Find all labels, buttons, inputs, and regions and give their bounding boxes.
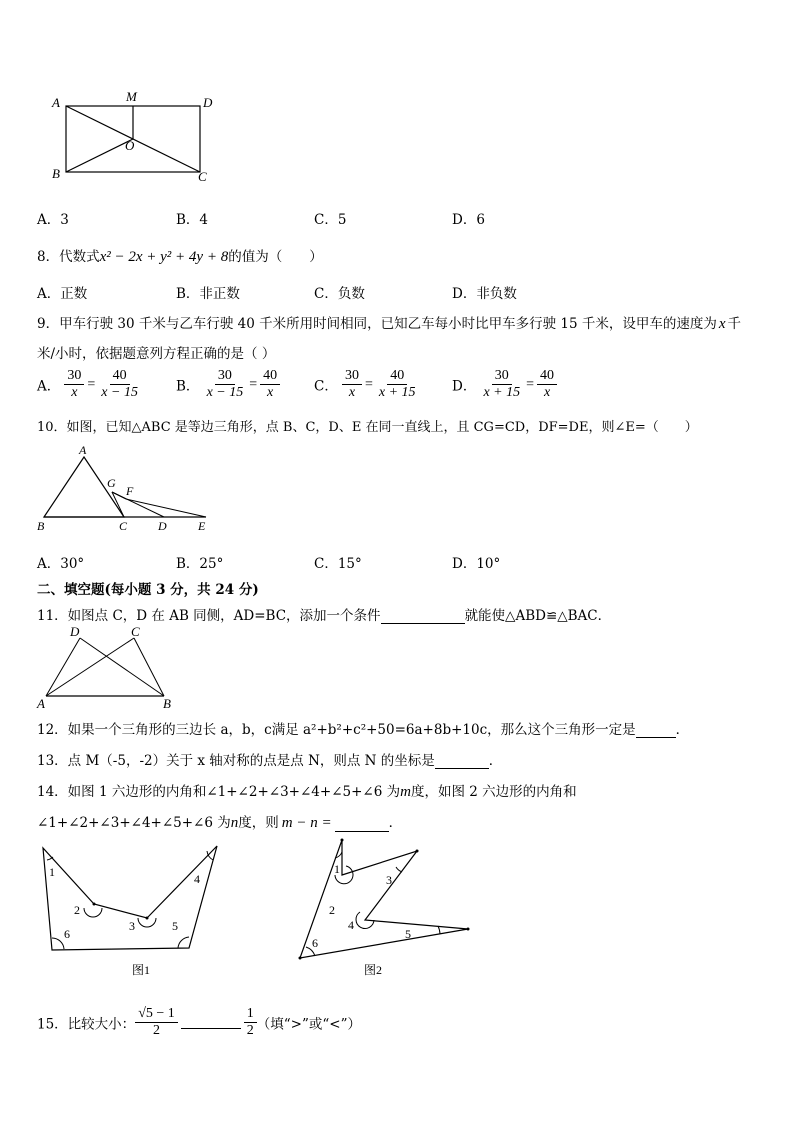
q9-line2: 米/小时，依据题意列方程正确的是（ ） [37,346,276,362]
label-M: M [126,89,137,104]
label-C: C [119,519,128,533]
label-C: C [131,624,140,639]
fraction: $\frac{40}{x - 15}$ [101,368,138,400]
q14-expression: m − n = [281,815,332,831]
q14-text-b: 度，如图 2 六边形的内角和 [410,784,577,800]
q13-question [37,749,502,769]
q11-pre: 11．如图点 C，D 在 AB 同侧，AD=BC，添加一个条件 [37,608,381,624]
q10-option-a: A．30° [37,556,85,572]
q9-c-label: C． [314,378,338,395]
q9-b-label: B． [176,378,200,395]
q8-expression: x² − 2x + y² + 4y + 8 [99,249,229,265]
q9-a-label: A． [37,378,61,395]
angle-2: 2 [74,903,80,917]
fraction: $\frac{√5 - 1}{2}$ [135,1006,178,1039]
q10-option-c: C．15° [314,556,362,572]
q11-post: 就能使△ABD≌△BAC． [464,608,612,624]
label-D: D [203,95,213,110]
q9-option-d: D． $\frac{30}{x + 15}$ = $\frac{40}{x}$ [452,368,557,401]
angle-4: 4 [348,918,354,932]
fraction: $\frac{30}{x - 15}$ [206,368,244,400]
q9-option-b: B． $\frac{30}{x - 15}$ = $\frac{40}{x}$ [176,368,280,401]
q14-line2 [37,811,402,832]
fraction: $\frac{30}{x}$ [342,368,362,401]
q14-end: ． [388,815,403,831]
q8-prefix: 8．代数式 [37,249,100,265]
q14-line1 [37,780,577,801]
q13-post: ． [488,753,503,769]
fraction: $\frac{40}{x}$ [260,368,280,401]
label-A: A [52,95,60,110]
section-heading: 二、填空题(每小题 3 分，共 24 分) [37,582,259,598]
fraction: $\frac{1}{2}$ [244,1006,257,1039]
angle-3: 3 [386,873,392,887]
q14-var-m: m [400,784,411,800]
q7-option-c: C．5 [314,212,347,228]
label-A: A [37,696,45,711]
q7-option-b: B．4 [176,212,209,228]
q11-figure [34,624,184,712]
label-E: E [198,519,206,533]
q14-answer-blank[interactable] [335,819,389,832]
angle-6: 6 [64,927,70,941]
q10-option-d: D．10° [452,556,501,572]
label-B: B [163,696,171,711]
q8-option-c: C．负数 [314,286,365,302]
q14-figure-1 [34,838,234,978]
angle-1: 1 [49,865,55,879]
angle-2: 2 [329,903,335,917]
q9-text-b: 千 [727,316,742,332]
q8-option-d: D．非负数 [452,286,517,302]
figure-1-caption: 图1 [132,963,151,977]
angle-5: 5 [405,927,411,941]
q10-option-b: B．25° [176,556,224,572]
q14-text-2b: 度，则 [238,815,279,831]
fraction: $\frac{40}{x + 15}$ [378,368,416,400]
angle-5: 5 [172,919,178,933]
angle-4: 4 [194,872,200,886]
q9-line1 [37,312,741,333]
q14-text-2: ∠1+∠2+∠3+∠4+∠5+∠6 为 [37,815,231,831]
q15-pre: 15．比较大小： [37,1016,136,1033]
angle-3: 3 [129,919,135,933]
fraction: $\frac{40}{x}$ [537,368,557,401]
label-O: O [125,138,135,153]
label-B: B [52,166,60,181]
q11-question [37,604,611,624]
q12-answer-blank[interactable] [636,725,676,738]
label-A: A [79,443,87,457]
q13-pre: 13．点 M（-5，-2）关于 x 轴对称的点是点 N，则点 N 的坐标是 [37,753,435,769]
q8-option-a: A．正数 [37,286,88,302]
q10-question: 10．如图，已知△ABC 是等边三角形，点 B、C，D、E 在同一直线上，且 CG=CD，DF=DE，则∠E=（ ） [37,420,698,435]
label-F: F [126,484,134,498]
q12-post: ． [675,722,690,738]
figure-2-caption: 图2 [364,963,383,977]
q8-question [37,245,323,266]
label-C: C [198,169,207,184]
q8-suffix: 的值为（ ） [228,249,323,265]
q13-answer-blank[interactable] [435,756,489,769]
q15-question [37,1006,361,1039]
q11-answer-blank[interactable] [381,611,465,624]
label-G: G [107,476,116,490]
q12-question [37,718,689,738]
q9-var: x [718,316,726,332]
q9-option-a: A． $\frac{30}{x}$ = $\frac{40}{x - 15}$ [37,368,141,401]
fraction: $\frac{30}{x + 15}$ [483,368,521,400]
q10-triangle-figure [34,442,224,537]
label-D: D [70,624,80,639]
q14-figure-2 [290,832,490,982]
q15-answer-blank[interactable] [181,1016,241,1029]
q12-pre: 12．如果一个三角形的三边长 a，b，c满足 a²+b²+c²+50=6a+8b+10c，那么这个三角形一定是 [37,722,636,738]
q9-d-label: D． [452,378,477,395]
angle-6: 6 [312,936,318,950]
q8-option-b: B．非正数 [176,286,240,302]
q9-text: 9．甲车行驶 30 千米与乙车行驶 40 千米所用时间相同，已知乙车每小时比甲车多行驶 15 千米，设甲车的速度为 [37,316,717,332]
label-B: B [37,519,45,533]
q7-option-a: A．3 [37,212,69,228]
q14-var-n: n [230,815,239,831]
q7-option-d: D．6 [452,212,485,228]
q9-option-c: C． $\frac{30}{x}$ = $\frac{40}{x + 15}$ [314,368,419,401]
angle-1: 1 [334,862,340,876]
label-D: D [158,519,167,533]
fraction: $\frac{30}{x}$ [64,368,84,401]
q14-text: 14．如图 1 六边形的内角和∠1+∠2+∠3+∠4+∠5+∠6 为 [37,784,401,800]
q7-rectangle-figure [40,86,230,186]
q15-post: （填“>”或“<”） [256,1016,362,1033]
